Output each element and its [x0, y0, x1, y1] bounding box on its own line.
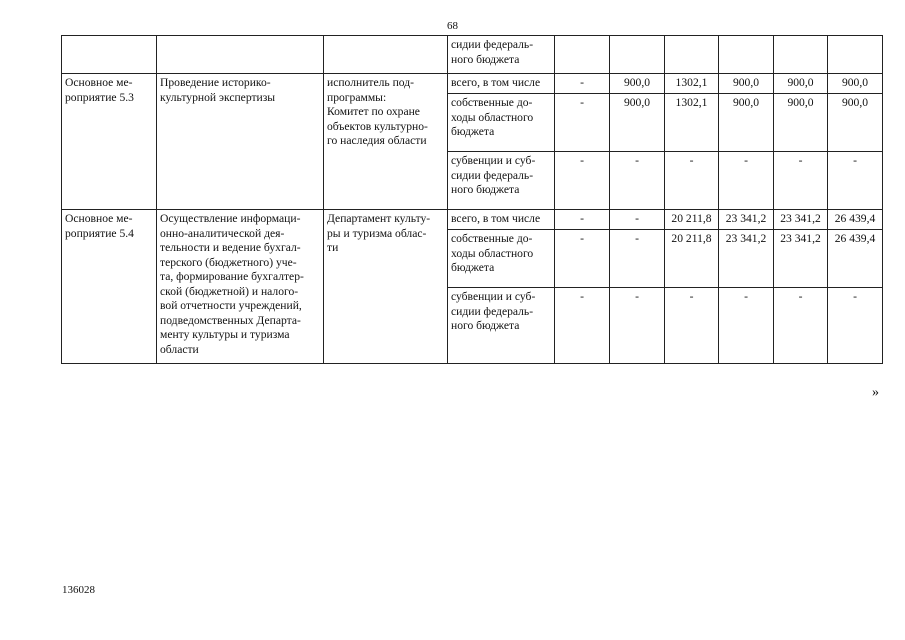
table-row: [62, 74, 883, 94]
table-cell: -: [828, 152, 883, 210]
table-cell: 900,0: [774, 74, 828, 94]
table-cell: [665, 36, 719, 74]
table-cell: Проведение историко- культурной экспертизы: [157, 74, 324, 210]
table-cell: сидии федераль- ного бюджета: [448, 36, 555, 74]
table-cell: 23 341,2: [774, 210, 828, 230]
table-cell: [719, 36, 774, 74]
table-cell: Основное ме- роприятие 5.4: [62, 210, 157, 364]
table-cell: субвенции и суб- сидии федераль- ного бюджета: [448, 152, 555, 210]
table-cell: -: [610, 152, 665, 210]
document-code: 136028: [62, 584, 95, 596]
table-cell: 900,0: [774, 94, 828, 152]
table-cell: субвенции и суб- сидии федераль- ного бюджета: [448, 288, 555, 364]
page-number: 68: [447, 20, 458, 32]
table-cell: 20 211,8: [665, 230, 719, 288]
table-cell: -: [774, 152, 828, 210]
table-cell: -: [555, 210, 610, 230]
table-cell: 23 341,2: [719, 210, 774, 230]
table-cell: Осуществление информаци- онно-аналитической дея- тельности и ведение бухгал- терского (бюджетного) уче- та, формирование бухгалтер- ской (бюджетной) и налого- вой отчетности учреждений, подведомственных Департа- менту культуры и туризма области: [157, 210, 324, 364]
table-cell: 23 341,2: [719, 230, 774, 288]
table-cell: собственные до- ходы областного бюджета: [448, 94, 555, 152]
table-cell: 23 341,2: [774, 230, 828, 288]
table-cell: 900,0: [719, 74, 774, 94]
table-cell: 20 211,8: [665, 210, 719, 230]
table-cell: всего, в том числе: [448, 74, 555, 94]
table-cell: [62, 36, 157, 74]
table-cell: -: [719, 152, 774, 210]
table-cell: [774, 36, 828, 74]
closing-quote: »: [872, 385, 879, 400]
table-cell: Департамент культу- ры и туризма облас- ти: [324, 210, 448, 364]
table-cell: -: [555, 288, 610, 364]
table-cell: -: [555, 230, 610, 288]
table-cell: [610, 36, 665, 74]
table-cell: -: [665, 288, 719, 364]
table-cell: Основное ме- роприятие 5.3: [62, 74, 157, 210]
table-cell: -: [555, 152, 610, 210]
table-cell: -: [555, 74, 610, 94]
table-cell: -: [610, 230, 665, 288]
table-cell: -: [665, 152, 719, 210]
table-row: [62, 210, 883, 230]
table-cell: 900,0: [610, 94, 665, 152]
table-cell: 26 439,4: [828, 210, 883, 230]
table-cell: 1302,1: [665, 94, 719, 152]
table-cell: 900,0: [719, 94, 774, 152]
table-cell: собственные до- ходы областного бюджета: [448, 230, 555, 288]
table-cell: 900,0: [610, 74, 665, 94]
table-cell: исполнитель под- программы: Комитет по охране объектов культурно- го наследия области: [324, 74, 448, 210]
table-cell: -: [555, 94, 610, 152]
table-cell: [157, 36, 324, 74]
budget-table-body: [62, 36, 883, 364]
table-cell: -: [610, 288, 665, 364]
table-cell: -: [828, 288, 883, 364]
budget-table: [61, 35, 883, 364]
table-cell: [324, 36, 448, 74]
table-cell: [828, 36, 883, 74]
table-cell: 900,0: [828, 74, 883, 94]
table-cell: 900,0: [828, 94, 883, 152]
table-cell: -: [610, 210, 665, 230]
table-cell: -: [719, 288, 774, 364]
table-row: [62, 36, 883, 74]
table-cell: -: [774, 288, 828, 364]
table-cell: всего, в том числе: [448, 210, 555, 230]
table-cell: 26 439,4: [828, 230, 883, 288]
table-cell: 1302,1: [665, 74, 719, 94]
table-cell: [555, 36, 610, 74]
